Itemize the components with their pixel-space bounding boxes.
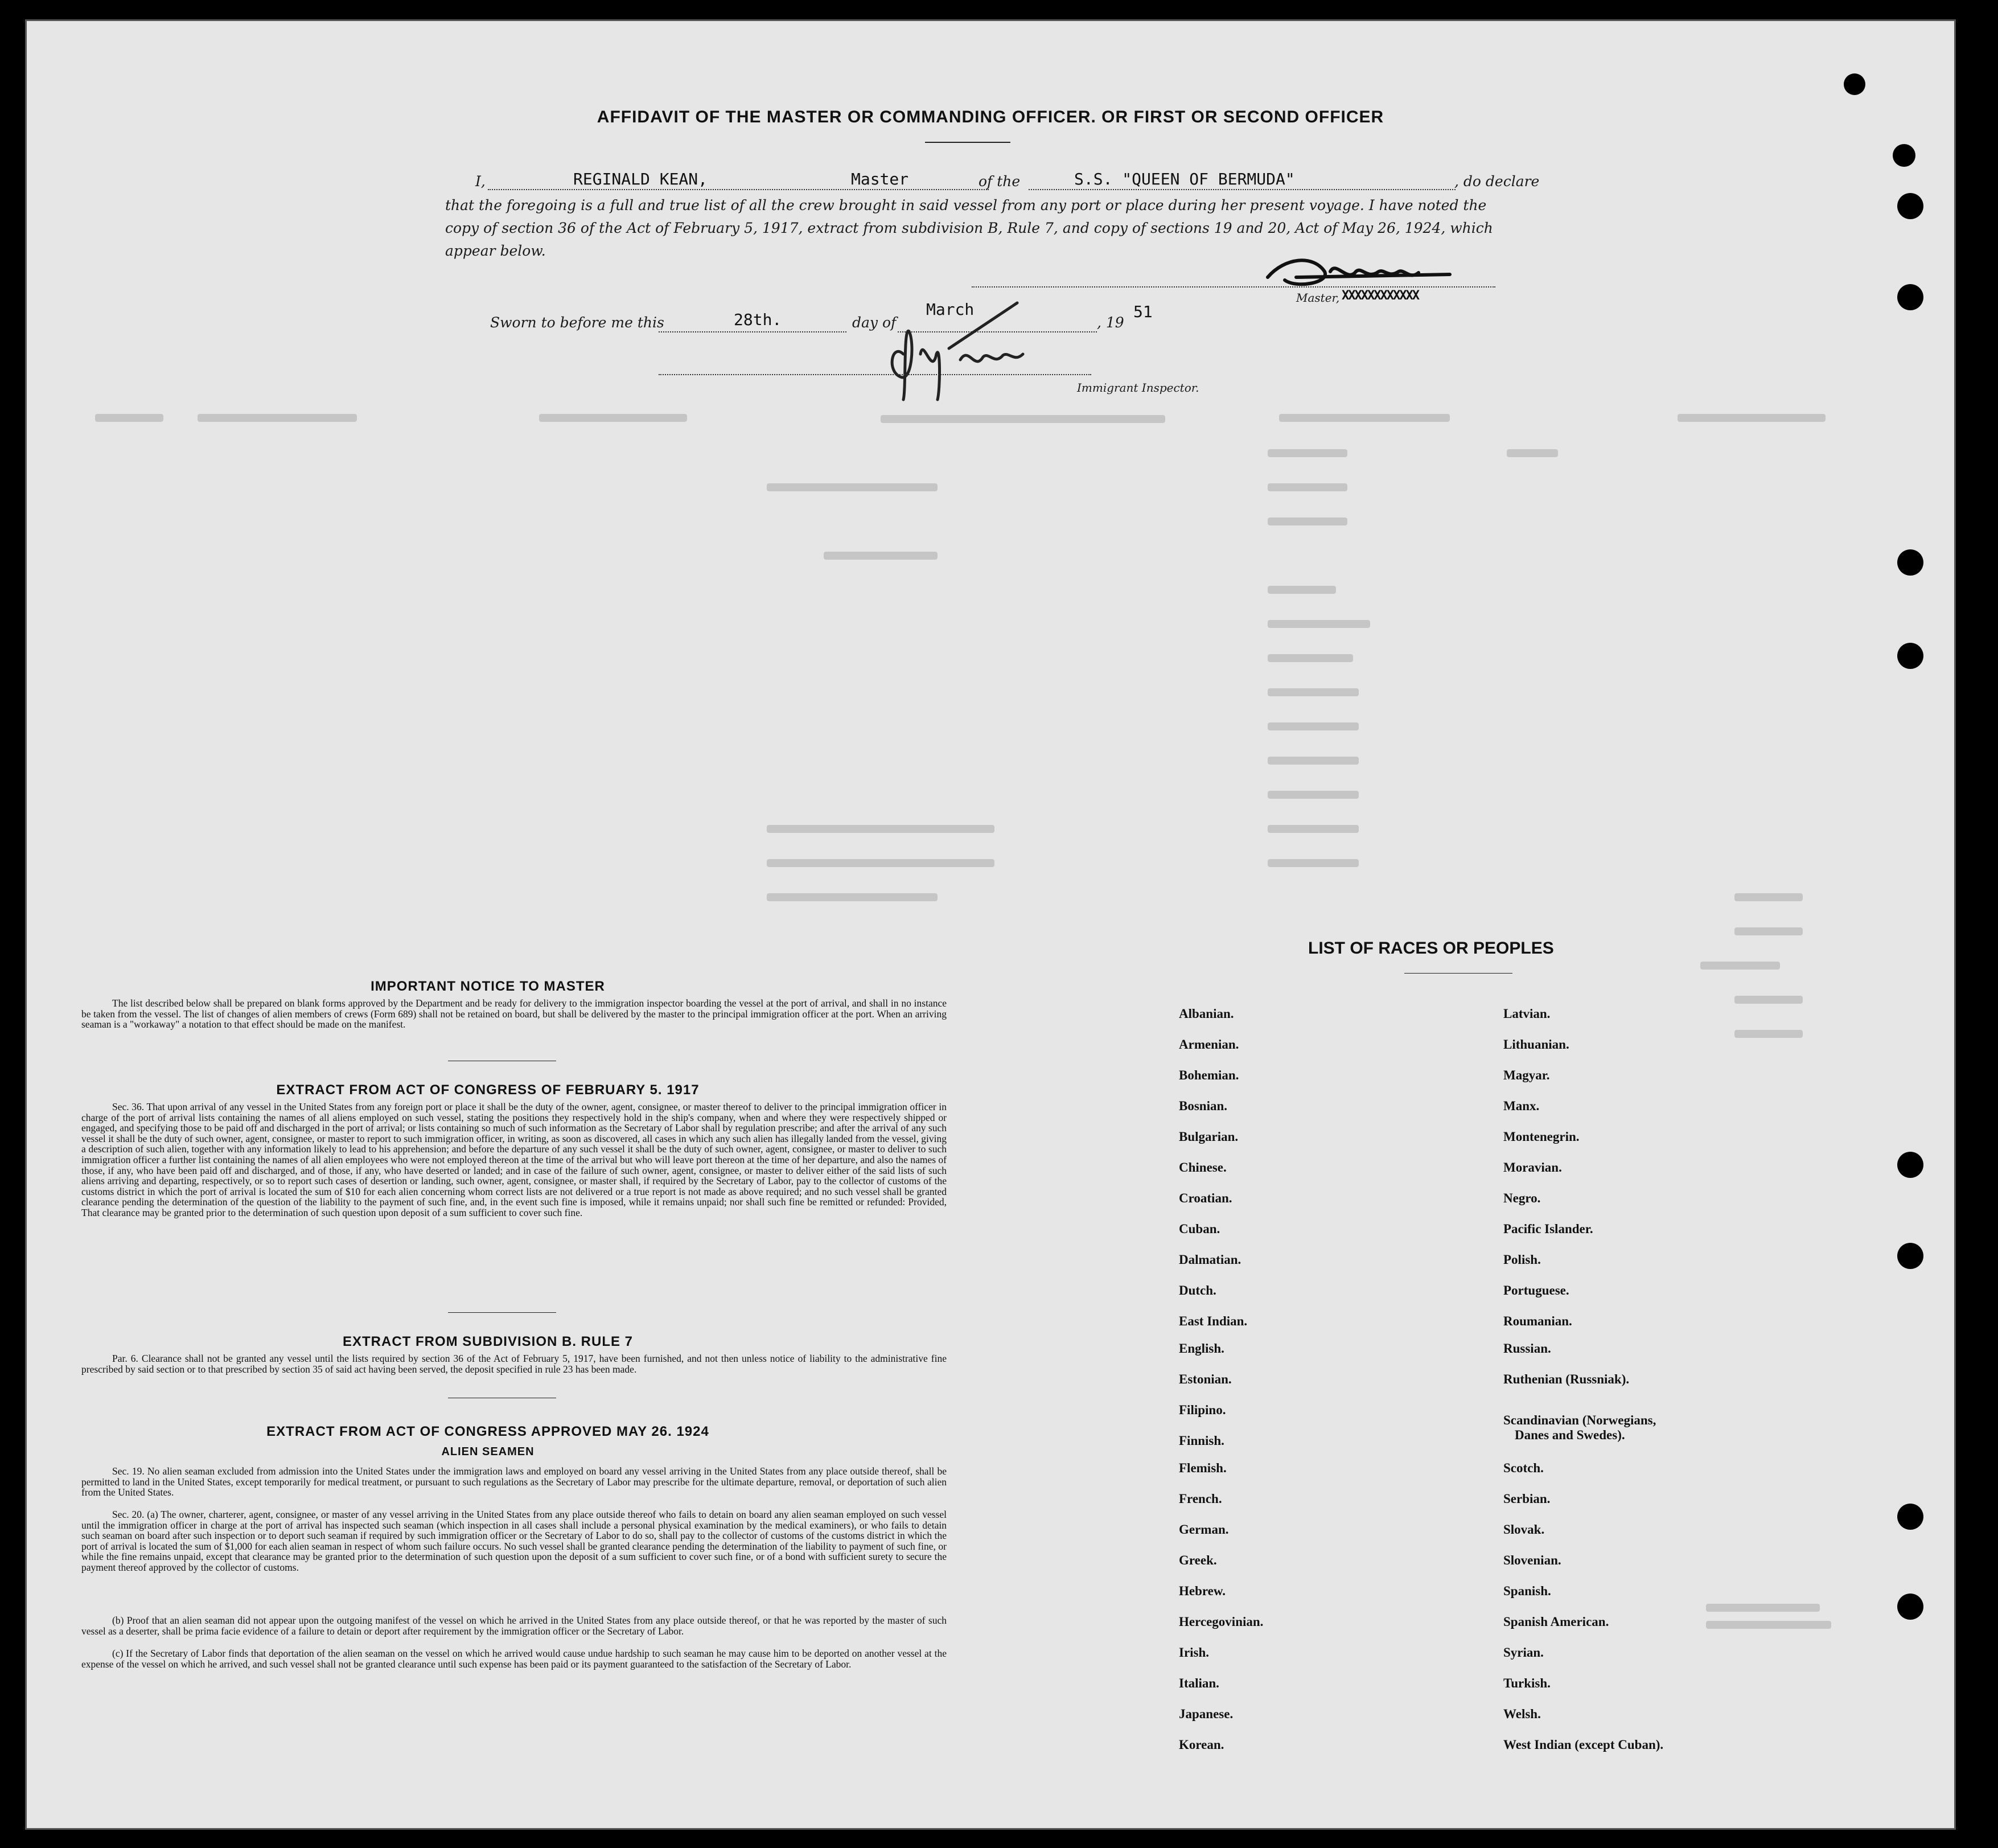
race-item: Hercegovinian. [1179, 1615, 1264, 1629]
inspector-signature-line [659, 374, 1091, 375]
race-item: Estonian. [1179, 1372, 1232, 1386]
race-item: Hebrew. [1179, 1584, 1226, 1598]
master-label: Master, [1296, 291, 1340, 305]
race-item: Montenegrin. [1503, 1130, 1580, 1144]
of-the-label: of the [979, 173, 1021, 190]
race-item: Flemish. [1179, 1461, 1227, 1475]
race-item: Armenian. [1179, 1037, 1239, 1052]
master-struck-title: XXXXXXXXXXXX [1342, 289, 1419, 303]
race-item: Manx. [1503, 1099, 1540, 1113]
race-item: Polish. [1503, 1252, 1541, 1267]
races-divider [1404, 973, 1512, 974]
title-divider [925, 142, 1010, 143]
race-item: Dutch. [1179, 1283, 1216, 1297]
race-item: Japanese. [1179, 1707, 1234, 1721]
sec19-text: Sec. 19. No alien seaman excluded from admission into the United States under the immigration laws and employed on board any vessel arriving in the United States from any place outside thereof, shall be permitted to land in the United States, except temporarily for medical treatment, or pursuant to such regulations as the Secretary of Labor may prescribe for the ultimate departure, removal, or deportation of such alien from the United States. [81, 1465, 947, 1498]
sworn-month: March [926, 300, 975, 319]
punch-hole [1897, 1594, 1923, 1620]
document-page [25, 19, 1956, 1830]
extract-1924-subtitle: ALIEN SEAMEN [441, 1445, 535, 1458]
affidavit-title: AFFIDAVIT OF THE MASTER OR COMMANDING OFFICER. OR FIRST OR SECOND OFFICER [597, 108, 1384, 126]
punch-hole [1893, 144, 1915, 167]
race-item: Spanish American. [1503, 1615, 1609, 1629]
punch-hole [1897, 193, 1923, 219]
vessel-line [1029, 189, 1456, 190]
race-item: East Indian. [1179, 1314, 1248, 1328]
declaration-line-2: that the foregoing is a full and true list of all the crew brought in said vessel from any port or place during her present voyage. I have noted the [445, 197, 1487, 213]
punch-hole [1897, 643, 1923, 669]
race-item: Irish. [1179, 1645, 1210, 1660]
race-item: French. [1179, 1492, 1222, 1506]
race-item: Welsh. [1503, 1707, 1541, 1721]
race-item: Latvian. [1503, 1007, 1551, 1021]
race-item: West Indian (except Cuban). [1503, 1738, 1664, 1752]
year-prefix: , 19 [1097, 314, 1124, 331]
race-item: Dalmatian. [1179, 1252, 1241, 1267]
race-item: English. [1179, 1341, 1224, 1356]
race-item: Scandinavian (Norwegians, [1503, 1413, 1656, 1427]
race-item: Bosnian. [1179, 1099, 1228, 1113]
race-item: Filipino. [1179, 1403, 1226, 1417]
sworn-label: Sworn to before me this [490, 314, 664, 331]
race-item: Bulgarian. [1179, 1130, 1239, 1144]
race-item: Danes and Swedes). [1515, 1428, 1625, 1442]
race-item: Turkish. [1503, 1676, 1551, 1690]
race-item: Portuguese. [1503, 1283, 1569, 1297]
extract-1917-title: EXTRACT FROM ACT OF CONGRESS OF FEBRUARY 5. 1917 [276, 1082, 700, 1098]
race-item: Albanian. [1179, 1007, 1234, 1021]
race-item: Negro. [1503, 1191, 1541, 1205]
sworn-day-line [659, 331, 846, 332]
vessel-name: S.S. "QUEEN OF BERMUDA" [1074, 170, 1295, 188]
sec20c-text: (c) If the Secretary of Labor finds that deportation of the alien seaman on the vessel on which he arrived would cause undue hardship to such seaman he may cause him to be deported on another vessel at the expense of the vessel on which he arrived, and such vessel shall not be granted clearance until such expense has been paid or its payment guaranteed to the satisfaction of the Secretary of Labor. [81, 1648, 947, 1670]
race-item: Russian. [1503, 1341, 1551, 1356]
year-suffix: 51 [1133, 302, 1153, 321]
punch-hole [1897, 1243, 1923, 1269]
race-item: Slovenian. [1503, 1553, 1561, 1567]
rule7-text: Par. 6. Clearance shall not be granted any vessel until the lists required by section 36 of the Act of February 5, 1917, have been furnished, and not then unless notice of liability to the administrative fine prescribed by said section or to that prescribed by section 35 of said act having been served, the deposit specified in rule 23 has been made. [81, 1353, 947, 1375]
punch-hole [1897, 1152, 1923, 1178]
punch-hole [1897, 1504, 1923, 1530]
day-of-label: day of [852, 314, 897, 331]
i-label: I, [475, 173, 486, 190]
race-item: Croatian. [1179, 1191, 1232, 1205]
race-item: Greek. [1179, 1553, 1217, 1567]
extract-1917-divider [448, 1312, 556, 1313]
master-name: REGINALD KEAN, [573, 170, 708, 188]
race-item: Lithuanian. [1503, 1037, 1569, 1052]
race-item: Italian. [1179, 1676, 1219, 1690]
notice-text: The list described below shall be prepared on blank forms approved by the Department and be ready for delivery to the immigration inspector boarding the vessel at the port of arrival, and shall in no instance be taken from the vessel. The list of changes of alien members of crews (Form 689) shall not be retained on board, but shall be delivered by the master to the principal immigration officer at the port. When an arriving seaman is a "workaway" a notation to that effect should be made on the manifest. [81, 997, 947, 1030]
sec20a-text: Sec. 20. (a) The owner, charterer, agent, consignee, or master of any vessel arriving in the United States from any place outside thereof who fails to detain on board any alien seaman employed on such vessel until the immigration officer in charge at the port of arrival has inspected such seaman (which inspection in all cases shall include a personal physical examination by the medical examiners), or who fails to detain such seaman on board after such inspection or to deport such seaman if required by such immigration officer or the Secretary of Labor to do so, shall pay to the collector of customs of the customs district in which the port of arrival is located the sum of $1,000 for each alien seaman in respect of whom such failure occurs. No such vessel shall be granted clearance pending the determination of the liability to payment of such fine, or while the fine remains unpaid, except that clearance may be granted prior to the determination of such question upon the deposit of a sum sufficient to cover such fine, or of a bond with sufficient surety to secure the payment thereof approved by the collector of customs. [81, 1509, 947, 1573]
rule7-title: EXTRACT FROM SUBDIVISION B. RULE 7 [342, 1334, 634, 1349]
extract-1924-title: EXTRACT FROM ACT OF CONGRESS APPROVED MAY 26. 1924 [266, 1424, 709, 1439]
race-item: Pacific Islander. [1503, 1222, 1593, 1236]
sec20b-text: (b) Proof that an alien seaman did not appear upon the outgoing manifest of the vessel on which he arrived in the United States from any place outside thereof, or that he was reported by the master of such vessel as a deserter, shall be prima facie evidence of a failure to detain or deport after requirement by the immigration officer or the Secretary of Labor. [81, 1615, 947, 1637]
race-item: Serbian. [1503, 1492, 1551, 1506]
inspector-label: Immigrant Inspector. [1077, 381, 1199, 395]
race-item: Moravian. [1503, 1160, 1562, 1174]
punch-hole [1844, 73, 1865, 95]
sworn-day: 28th. [734, 310, 782, 329]
race-item: Bohemian. [1179, 1068, 1239, 1082]
do-declare-label: , do declare [1454, 173, 1540, 190]
race-item: Chinese. [1179, 1160, 1227, 1174]
punch-hole [1897, 284, 1923, 310]
race-item: Spanish. [1503, 1584, 1551, 1598]
race-item: Korean. [1179, 1738, 1224, 1752]
punch-hole [1897, 549, 1923, 576]
race-item: German. [1179, 1522, 1229, 1537]
race-item: Syrian. [1503, 1645, 1544, 1660]
race-item: Cuban. [1179, 1222, 1220, 1236]
race-item: Slovak. [1503, 1522, 1545, 1537]
declaration-line-4: appear below. [445, 243, 546, 259]
races-title: LIST OF RACES OR PEOPLES [1308, 939, 1554, 958]
notice-title: IMPORTANT NOTICE TO MASTER [371, 979, 605, 994]
race-item: Magyar. [1503, 1068, 1550, 1082]
declaration-line-3: copy of section 36 of the Act of February 5, 1917, extract from subdivision B, Rule 7, and copy of sections 19 and 20, Act of May 26, 1924, which [445, 220, 1493, 236]
rank: Master [851, 170, 909, 188]
race-item: Finnish. [1179, 1434, 1224, 1448]
race-item: Ruthenian (Russniak). [1503, 1372, 1630, 1386]
name-line [488, 189, 989, 190]
race-item: Scotch. [1503, 1461, 1544, 1475]
extract-1917-text: Sec. 36. That upon arrival of any vessel in the United States from any foreign port or place it shall be the duty of the owner, agent, consignee, or master thereof to deliver to the principal immigration officer in charge of the port of arrival lists containing the names of all aliens employed on such vessel, stating the positions they respectively hold in the ship's company, when and where they were respectively shipped or engaged, and specifying those to be paid off and discharged in the port of arrival; or lists containing so much of such information as the Secretary of Labor shall by regulation prescribe; and after the arrival of any such vessel it shall be the duty of such owner, agent, consignee, or master to report to such immigration officer, in writing, as soon as discovered, all cases in which any such alien has illegally landed from the vessel, giving a description of such alien, together with any information likely to lead to his apprehension; and before the departure of any such vessel it shall be the duty of such owner, agent, consignee, or master to deliver to such immigration officer a further list containing the names of all alien employees who were not employed thereon at the time of the arrival but who will leave port thereon at the time of her departure, and also the names of those, if any, who have been paid off and discharged, and of those, if any, who have deserted or landed; and in case of the failure of such owner, agent, consignee, or master to deliver either of the said lists of such aliens arriving and departing, respectively, or so to report such cases of desertion or landing, such owner, agent, consignee, or master shall, if required by the Secretary of Labor, pay to the collector of customs of the customs district in which the port of arrival is located the sum of $10 for each alien concerning whom correct lists are not delivered or a true report is not made as above required; and no such vessel shall be granted clearance pending the determination of the question of the liability to the payment of such fine, and, in the event such fine is imposed, while it remains unpaid; nor shall such fine be remitted or refunded: Provided, That clearance may be granted prior to the determination of such question upon deposit of a sum sufficient to cover such fine. [81, 1101, 947, 1218]
race-item: Roumanian. [1503, 1314, 1572, 1328]
inspector-signature [869, 291, 1046, 405]
